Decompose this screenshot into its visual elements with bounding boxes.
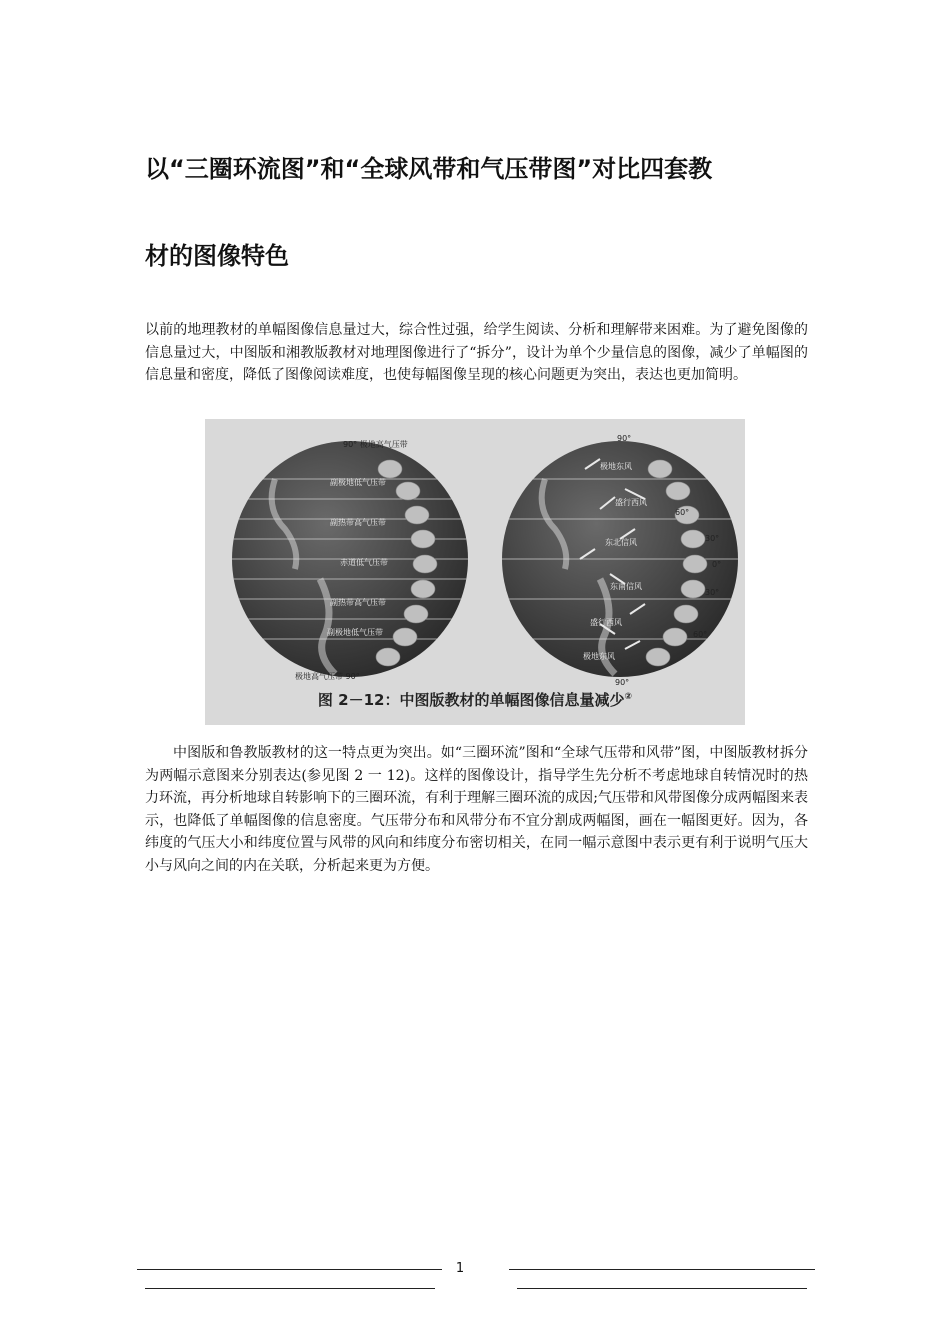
right-degree-label-3: 0°	[712, 560, 722, 569]
figure-caption	[205, 689, 745, 710]
paragraph-2: 中图版和鲁教版教材的这一特点更为突出。如“三圈环流”图和“全球气压带和风带”图，中图版教材拆分为两幅示意图来分别表达(参见图 2 一 12)。这样的图像设计，指导学生先分析不考虑地球自转情况时的热力环流，再分析地球自转影响下的三圈环流，有利于理解三圈环流的成因;气压带和风带图像分成两幅图来表示，也降低了单幅图像的信息密度。气压带分布和风带分布不宜分割成两幅图，画在一幅图更好。因为，各纬度的气压大小和纬度位置与风带的风向和纬度分布密切相关，在同一幅示意图中表示更有利于说明气压大小与风向之间的内在关联，分析起来更为方便。	[145, 745, 808, 874]
right-degree-label-1: 60°	[675, 508, 690, 517]
right-band-label-1: 极地东风	[600, 462, 632, 471]
page-number: 1	[455, 1261, 465, 1276]
right-bottom-label: 90°	[615, 678, 630, 687]
left-top-label: 90° 极地高气压带	[343, 440, 408, 449]
right-band-label-3: 东北信风	[605, 538, 637, 547]
right-band-label-4: 东南信风	[610, 582, 642, 591]
right-degree-label-2: 30°	[705, 534, 720, 543]
footer-rule-left-bottom	[145, 1288, 435, 1289]
right-band-label-5: 盛行西风	[590, 618, 622, 627]
footer-rule-right-bottom	[517, 1288, 807, 1289]
right-band-label-2: 盛行西风	[615, 498, 647, 507]
paragraph-1: 以前的地理教材的单幅图像信息量过大，综合性过强，给学生阅读、分析和理解带来困难。为了避免图像的信息量过大，中图版和湘教版教材对地理图像进行了“拆分”，设计为单个少量信息的图像，减少了单幅图的信息量和密度，降低了图像阅读难度，也使每幅图像呈现的核心问题更为突出，表达也更加简明。	[145, 322, 808, 383]
figure-caption-note: ②	[624, 692, 633, 702]
figure-caption-text: 图 2－12：中图版教材的单幅图像信息量减少	[317, 691, 625, 709]
footer-rule-right-top	[509, 1269, 815, 1270]
left-band-label-3: 赤道低气压带	[340, 558, 388, 567]
title-line-2: 材的图像特色	[145, 242, 289, 270]
footer-rule-left-top	[137, 1269, 442, 1270]
right-band-label-6: 极地东风	[583, 652, 615, 661]
right-top-label: 90°	[617, 434, 632, 443]
left-band-label-1: 副极地低气压带	[330, 478, 386, 487]
right-degree-label-4: 30°	[705, 588, 720, 597]
left-bottom-label: 极地高气压带 90°	[295, 672, 360, 681]
title-line-1: 以“三圈环流图”和“全球风带和气压带图”对比四套教	[145, 155, 713, 183]
right-degree-label-5: 60°	[693, 630, 708, 639]
left-band-label-2: 副热带高气压带	[330, 518, 386, 527]
globes-illustration	[205, 419, 745, 725]
left-band-label-4: 副热带高气压带	[330, 598, 386, 607]
figure-globes	[205, 419, 745, 725]
left-band-label-5: 副极地低气压带	[327, 628, 383, 637]
